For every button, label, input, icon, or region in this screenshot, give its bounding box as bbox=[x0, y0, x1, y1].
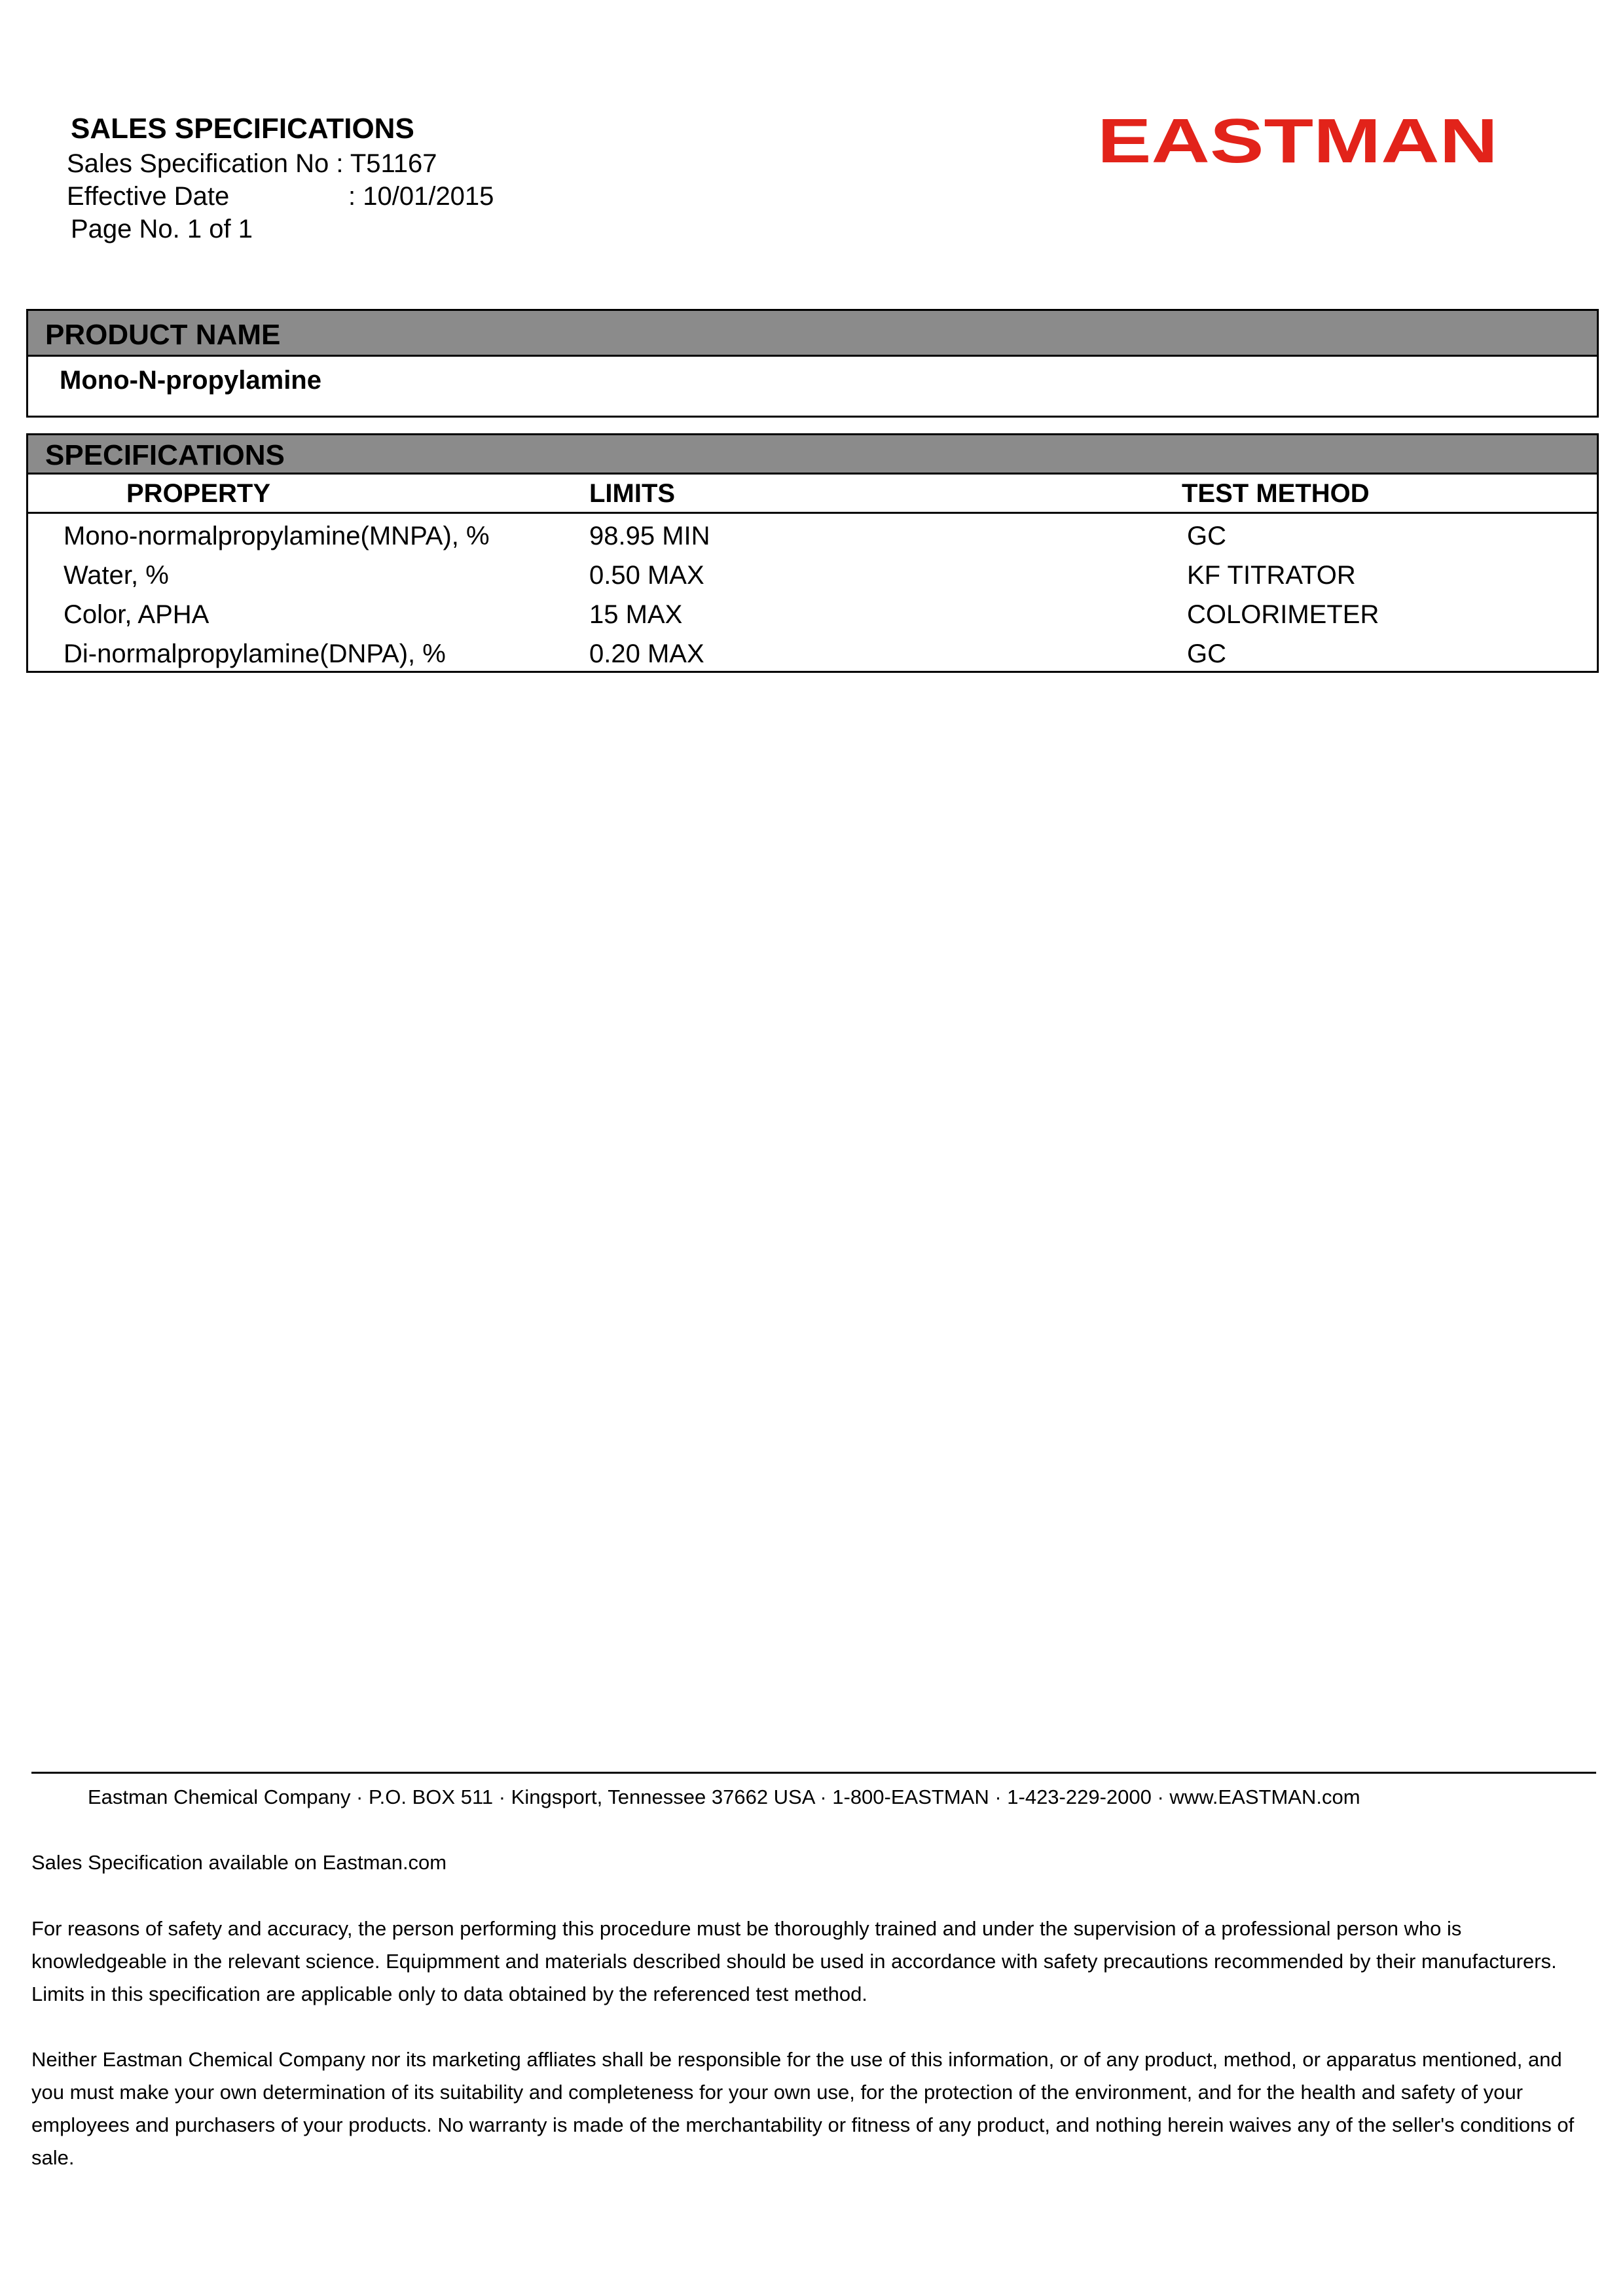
table-row bbox=[28, 514, 1597, 553]
effective-date-value: : 10/01/2015 bbox=[348, 182, 494, 211]
cell-property: Di-normalpropylamine(DNPA), % bbox=[64, 639, 446, 668]
company-contact-line: Eastman Chemical Company · P.O. BOX 511 · Kingsport, Tennessee 37662 USA · 1-800-EASTMAN · 1-423-229-2000 · www.EASTMAN.com bbox=[88, 1785, 1360, 1808]
effective-date-label: Effective Date bbox=[67, 182, 230, 211]
specifications-table bbox=[26, 433, 1599, 673]
cell-limits: 0.20 MAX bbox=[589, 639, 704, 668]
table-body bbox=[28, 514, 1597, 671]
table-row bbox=[28, 553, 1597, 592]
specifications-header bbox=[28, 435, 1597, 475]
specifications-heading: SPECIFICATIONS bbox=[45, 439, 285, 471]
column-header-test-method: TEST METHOD bbox=[1182, 479, 1370, 508]
product-name-heading: PRODUCT NAME bbox=[45, 319, 281, 351]
cell-property: Water, % bbox=[64, 561, 169, 590]
product-name-box bbox=[26, 309, 1599, 418]
table-row bbox=[28, 592, 1597, 632]
cell-test-method: GC bbox=[1187, 639, 1226, 668]
spec-number-line bbox=[67, 149, 437, 179]
table-row bbox=[28, 632, 1597, 671]
effective-date-line bbox=[67, 182, 494, 211]
cell-limits: 15 MAX bbox=[589, 600, 683, 629]
liability-disclaimer: Neither Eastman Chemical Company nor its marketing affliates shall be responsible for the use of this information, or of any product, method, or apparatus mentioned, and you must make your own determination of its suitability and completeness for your own use, for the protection of the environment, and for the health and safety of your employees and purchasers of your products. No warranty is made of the merchantability or fitness of any product, and nothing herein waives any of the seller's conditions of sale. bbox=[31, 2048, 1575, 2169]
document-title: SALES SPECIFICATIONS bbox=[71, 113, 414, 145]
cell-limits: 98.95 MIN bbox=[589, 522, 710, 550]
availability-note: Sales Specification available on Eastman.com bbox=[31, 1851, 447, 1874]
cell-test-method: KF TITRATOR bbox=[1187, 561, 1356, 590]
page-number: Page No. 1 of 1 bbox=[71, 215, 253, 243]
column-header-limits: LIMITS bbox=[589, 479, 676, 508]
eastman-logo bbox=[1095, 111, 1501, 170]
cell-property: Color, APHA bbox=[64, 600, 210, 629]
svg-text:EASTMAN: EASTMAN bbox=[1097, 111, 1498, 170]
safety-disclaimer: For reasons of safety and accuracy, the person performing this procedure must be thoroughly trained and under the supervision of a professional person who is knowledgeable in the relevant science. Equipmment and materials described should be used in accordance with safety precautions recommended by their manufacturers. Limits in this specification are applicable only to data obtained by the referenced test method. bbox=[31, 1917, 1557, 2005]
cell-test-method: GC bbox=[1187, 522, 1226, 550]
spec-number-label: Sales Specification No : bbox=[67, 149, 344, 178]
product-name-value: Mono-N-propylamine bbox=[60, 366, 321, 395]
cell-test-method: COLORIMETER bbox=[1187, 600, 1379, 629]
spec-number-value: T51167 bbox=[350, 149, 437, 178]
cell-limits: 0.50 MAX bbox=[589, 561, 704, 590]
column-header-property: PROPERTY bbox=[126, 479, 271, 508]
product-name-header bbox=[28, 311, 1597, 357]
footer-divider bbox=[31, 1772, 1596, 1774]
table-header-row bbox=[28, 475, 1597, 514]
cell-property: Mono-normalpropylamine(MNPA), % bbox=[64, 522, 490, 550]
